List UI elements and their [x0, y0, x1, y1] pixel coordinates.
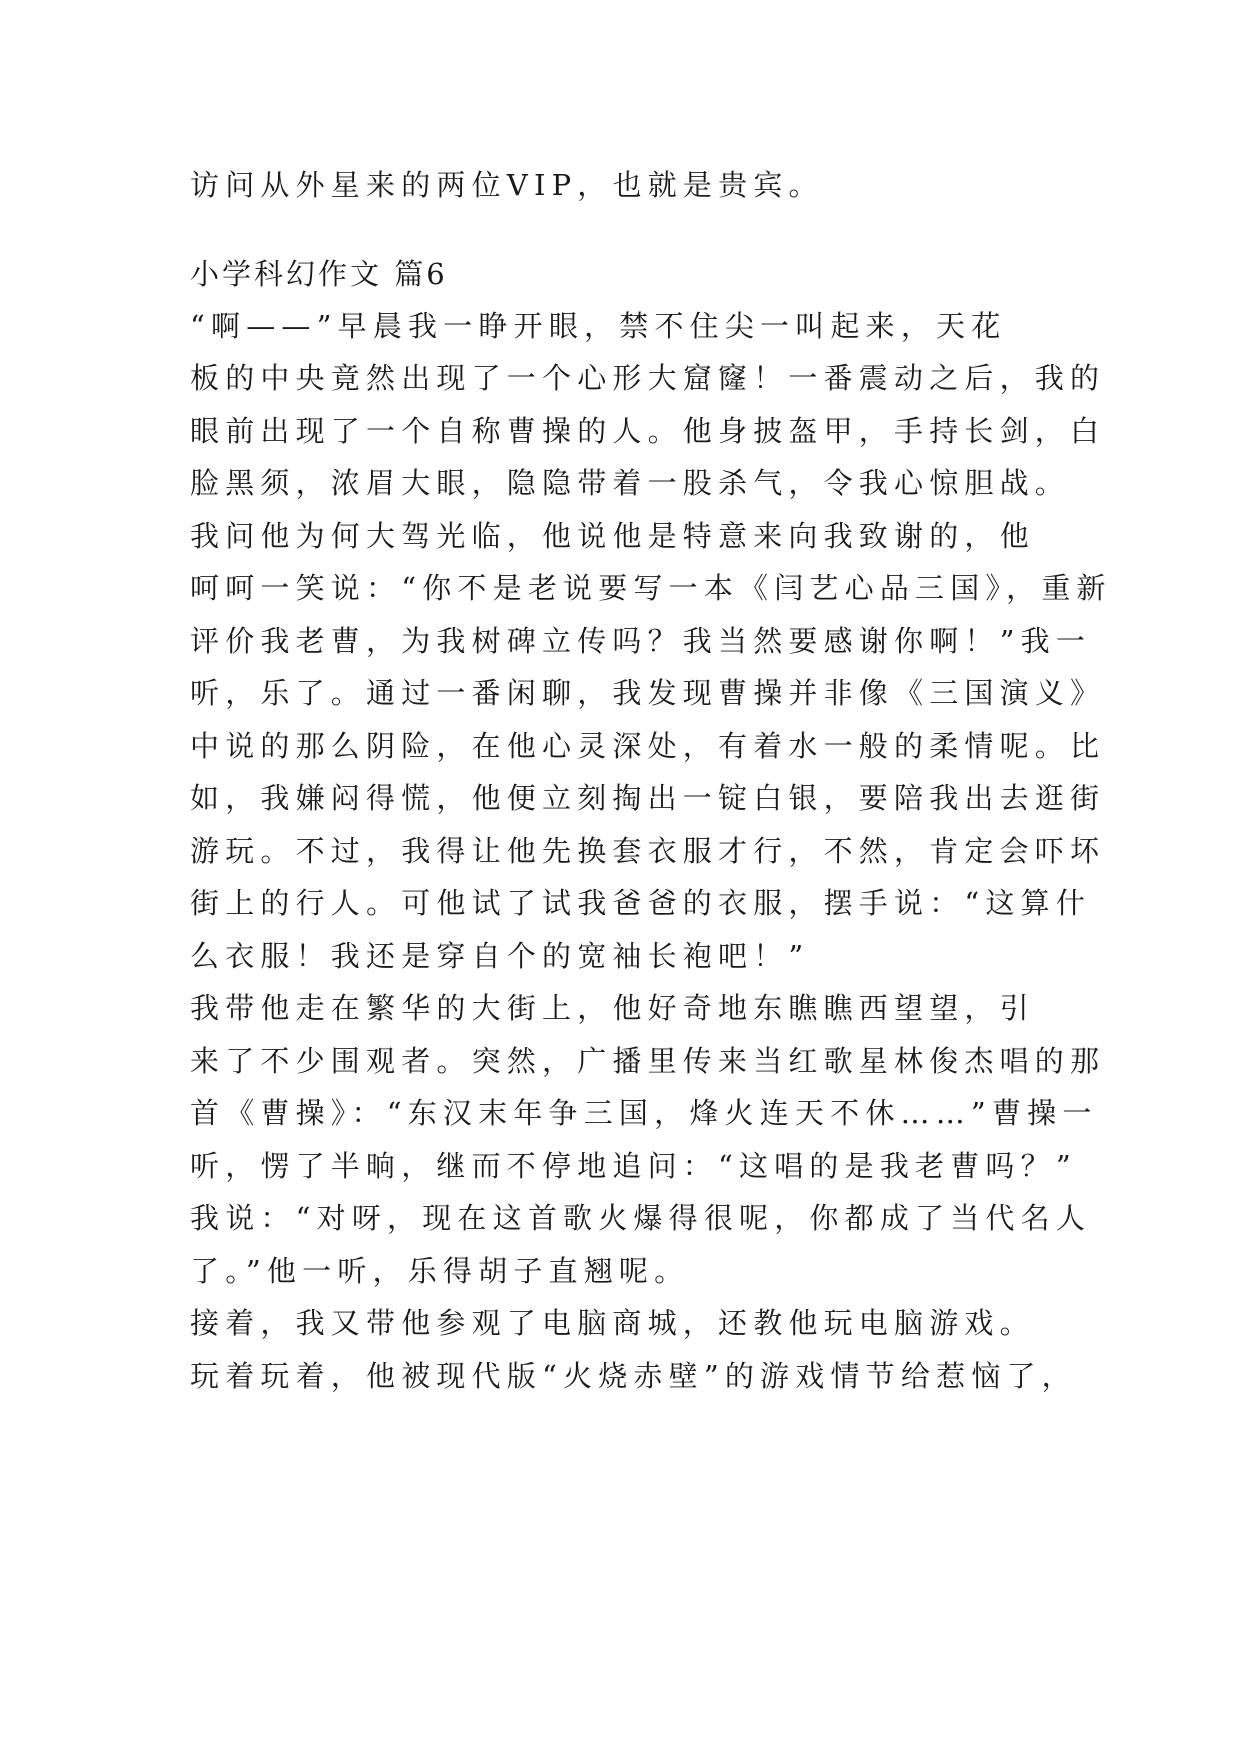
body-line: 脸黑须，浓眉大眼，隐隐带着一股杀气，令我心惊胆战。 [190, 466, 1071, 500]
body-line: 如，我嫌闷得慌，他便立刻掏出一锭白银，要陪我出去逛街 [190, 781, 1106, 815]
body-line: 游玩。不过，我得让他先换套衣服才行，不然，肯定会吓坏 [190, 834, 1106, 868]
body-line: 板的中央竟然出现了一个心形大窟窿！一番震动之后，我的 [190, 361, 1106, 395]
body-line: 评价我老曹，为我树碑立传吗？我当然要感谢你啊！”我一 [190, 624, 1092, 658]
body-line: 玩着玩着，他被现代版“火烧赤壁”的游戏情节给惹恼了， [190, 1359, 1077, 1393]
body-line: 听，乐了。通过一番闲聊，我发现曹操并非像《三国演义》 [190, 676, 1106, 710]
body-line: 么衣服！我还是穿自个的宽袖长袍吧！” [190, 939, 810, 973]
body-line: 我说：“对呀，现在这首歌火爆得很呢，你都成了当代名人 [190, 1201, 1092, 1235]
intro-line: 访问从外星来的两位VIP，也就是贵宾。 [190, 168, 824, 202]
body-line: 我带他走在繁华的大街上，他好奇地东瞧瞧西望望，引 [190, 991, 1035, 1025]
body-line: 来了不少围观者。突然，广播里传来当红歌星林俊杰唱的那 [190, 1044, 1106, 1078]
body-line: “啊——”早晨我一睁开眼，禁不住尖一叫起来，天花 [190, 309, 1007, 343]
body-line: 听，愣了半晌，继而不停地追问：“这唱的是我老曹吗？” [190, 1149, 1077, 1183]
body-line: 了。”他一听，乐得胡子直翘呢。 [190, 1254, 690, 1288]
body-line: 首《曹操》：“东汉末年争三国，烽火连天不休……”曹操一 [190, 1096, 1098, 1130]
body-line: 中说的那么阴险，在他心灵深处，有着水一般的柔情呢。比 [190, 729, 1106, 763]
section-title: 小学科幻作文 篇6 [190, 257, 448, 291]
body-line: 眼前出现了一个自称曹操的人。他身披盔甲，手持长剑，白 [190, 414, 1106, 448]
body-line: 街上的行人。可他试了试我爸爸的衣服，摆手说：“这算什 [190, 886, 1092, 920]
body-line: 接着，我又带他参观了电脑商城，还教他玩电脑游戏。 [190, 1306, 1035, 1340]
body-line: 我问他为何大驾光临，他说他是特意来向我致谢的，他 [190, 519, 1035, 553]
body-line: 呵呵一笑说：“你不是老说要写一本《闫艺心品三国》，重新 [190, 571, 1112, 605]
